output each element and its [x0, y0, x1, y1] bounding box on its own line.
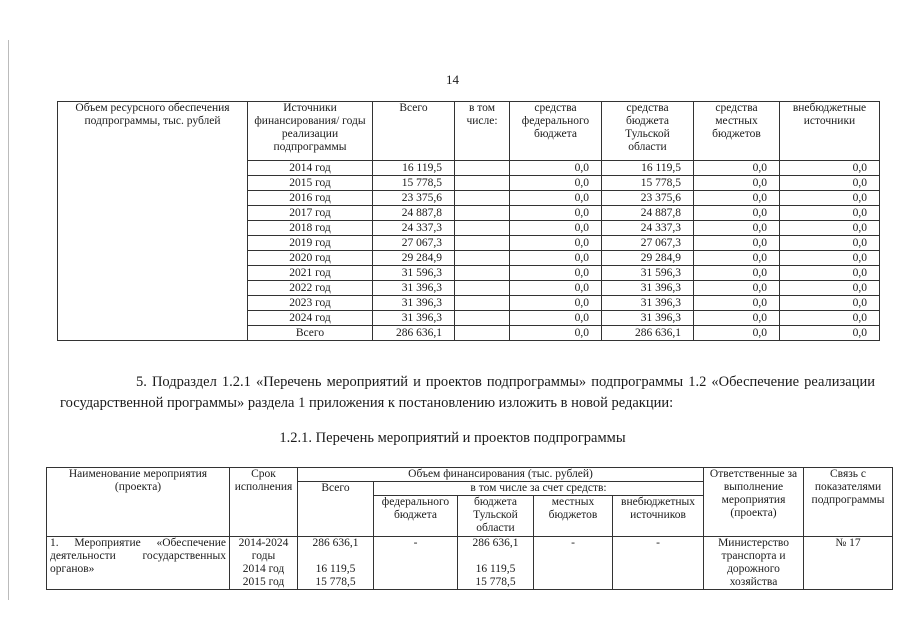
regional-cell: 15 778,5 [602, 176, 694, 191]
total-cell: 286 636,1 [373, 326, 455, 341]
empty-cell [455, 206, 510, 221]
federal-cell: 0,0 [510, 206, 602, 221]
regional-cell: 31 396,3 [602, 296, 694, 311]
regional-cell: 29 284,9 [602, 251, 694, 266]
measure-name-header: Наименование мероприятия (проекта) [47, 468, 230, 537]
year-cell: 2019 год [248, 236, 373, 251]
local-budget-header: средства местных бюджетов [694, 102, 780, 161]
extrabudgetary-cell: 0,0 [780, 251, 880, 266]
section-subtitle: 1.2.1. Перечень мероприятий и проектов подпрограммы [279, 430, 626, 446]
year-cell: 2014 год [248, 161, 373, 176]
local-cell: 0,0 [694, 191, 780, 206]
year-cell: 2015 год [248, 176, 373, 191]
empty-cell [455, 311, 510, 326]
extrabudgetary-cell: 0,0 [780, 311, 880, 326]
federal-cell: 0,0 [510, 266, 602, 281]
total-cell: 15 778,5 [373, 176, 455, 191]
extrabudgetary-value: - [656, 537, 660, 549]
responsible-cell: Министерство транспорта и дорожного хозяйства [704, 537, 804, 590]
regional-cell: 27 067,3 [602, 236, 694, 251]
extrabudgetary-header: внебюджетные источники [780, 102, 880, 161]
total-header: Всего [373, 102, 455, 161]
total-cell: 23 375,6 [373, 191, 455, 206]
regional-budget-header: средства бюджета Тульской области [602, 102, 694, 161]
total-value: 16 119,5 [315, 563, 356, 575]
extrabudgetary-cell: 0,0 [780, 161, 880, 176]
local-cell: 0,0 [694, 281, 780, 296]
indicators-link-header: Связь с показателями подпрограммы [804, 468, 893, 537]
year-cell: 2017 год [248, 206, 373, 221]
total-cell: 31 396,3 [373, 311, 455, 326]
year-cell: 2018 год [248, 221, 373, 236]
year-cell: 2024 год [248, 311, 373, 326]
term-period: 2014-2024 годы [238, 537, 289, 562]
empty-cell [455, 281, 510, 296]
empty-cell [455, 266, 510, 281]
empty-cell [455, 191, 510, 206]
term-year: 2014 год [242, 563, 285, 575]
regional-value: 15 778,5 [475, 576, 516, 588]
term-year: 2015 год [242, 576, 285, 588]
extrabudgetary-cell [613, 537, 704, 590]
local-cell: 0,0 [694, 296, 780, 311]
table-row [47, 537, 893, 590]
total-cell: 31 396,3 [373, 296, 455, 311]
extrabudgetary-cell: 0,0 [780, 206, 880, 221]
federal-cell: 0,0 [510, 296, 602, 311]
empty-cell [455, 236, 510, 251]
year-cell: 2021 год [248, 266, 373, 281]
resource-volume-label: Объем ресурсного обеспечения подпрограммы, тыс. рублей [58, 102, 248, 341]
regional-cell [458, 537, 534, 590]
total-cell: 31 596,3 [373, 266, 455, 281]
total-cell: 16 119,5 [373, 161, 455, 176]
extrabudgetary-cell: 0,0 [780, 236, 880, 251]
empty-cell [455, 176, 510, 191]
federal-value: - [413, 537, 418, 549]
local-cell: 0,0 [694, 161, 780, 176]
federal-cell: 0,0 [510, 191, 602, 206]
empty-cell [455, 326, 510, 341]
federal-cell: 0,0 [510, 326, 602, 341]
local-cell: 0,0 [694, 176, 780, 191]
local-cell: 0,0 [694, 221, 780, 236]
federal-cell [374, 537, 458, 590]
measure-name-cell: 1. Мероприятие «Обеспечение деятельности государственных органов» [47, 537, 230, 590]
total-cell: 24 887,8 [373, 206, 455, 221]
extrabudgetary-cell: 0,0 [780, 191, 880, 206]
page-number: 14 [446, 72, 459, 87]
extrabudgetary-cell: 0,0 [780, 176, 880, 191]
volume-header: Объем финансирования (тыс. рублей) [298, 468, 704, 482]
extrabudgetary-cell: 0,0 [780, 326, 880, 341]
resource-table [57, 101, 880, 341]
year-cell: 2020 год [248, 251, 373, 266]
empty-cell [455, 296, 510, 311]
local-value: - [571, 537, 575, 549]
regional-cell: 286 636,1 [602, 326, 694, 341]
federal-cell: 0,0 [510, 221, 602, 236]
year-cell: Всего [248, 326, 373, 341]
local-cell: 0,0 [694, 236, 780, 251]
including-header: в том числе: [455, 102, 510, 161]
term-cell [230, 537, 298, 590]
term-header: Срок исполнения [230, 468, 298, 537]
extrabudgetary-cell: 0,0 [780, 281, 880, 296]
including-header: в том числе за счет средств: [374, 482, 704, 496]
indicators-link-cell: № 17 [804, 537, 893, 590]
regional-cell: 23 375,6 [602, 191, 694, 206]
total-header: Всего [298, 482, 374, 537]
extrabudgetary-cell: 0,0 [780, 221, 880, 236]
year-cell: 2023 год [248, 296, 373, 311]
total-cell [298, 537, 374, 590]
regional-value: 16 119,5 [475, 563, 516, 575]
total-cell: 24 337,3 [373, 221, 455, 236]
regional-cell: 31 396,3 [602, 281, 694, 296]
year-cell: 2022 год [248, 281, 373, 296]
regional-cell: 31 396,3 [602, 311, 694, 326]
local-cell: 0,0 [694, 266, 780, 281]
regional-value: 286 636,1 [472, 537, 519, 549]
federal-cell: 0,0 [510, 311, 602, 326]
extrabudgetary-cell: 0,0 [780, 266, 880, 281]
federal-cell: 0,0 [510, 236, 602, 251]
federal-cell: 0,0 [510, 176, 602, 191]
extrabudgetary-header: внебюджетных источников [613, 496, 704, 537]
responsible-header: Ответственные за выполнение мероприятия (проекта) [704, 468, 804, 537]
funding-sources-header: Источники финансирования/ годы реализации подпрограммы [248, 102, 373, 161]
empty-cell [455, 251, 510, 266]
federal-cell: 0,0 [510, 281, 602, 296]
page-edge-mark [8, 40, 9, 600]
local-cell: 0,0 [694, 326, 780, 341]
total-cell: 31 396,3 [373, 281, 455, 296]
federal-budget-header: федерального бюджета [374, 496, 458, 537]
paragraph-5: 5. Подраздел 1.2.1 «Перечень мероприятий и проектов подпрограммы» подпрограммы 1.2 «Обеспечение реализации государственной программы» раздела 1 приложения к постановлению изложить в новой редакции: [60, 374, 875, 411]
total-cell: 29 284,9 [373, 251, 455, 266]
regional-cell: 31 596,3 [602, 266, 694, 281]
regional-cell: 24 337,3 [602, 221, 694, 236]
federal-cell: 0,0 [510, 251, 602, 266]
measures-table [46, 467, 893, 590]
local-cell [534, 537, 613, 590]
local-cell: 0,0 [694, 251, 780, 266]
total-value: 286 636,1 [312, 537, 359, 549]
local-budget-header: местных бюджетов [534, 496, 613, 537]
total-value: 15 778,5 [315, 576, 356, 588]
local-cell: 0,0 [694, 311, 780, 326]
year-cell: 2016 год [248, 191, 373, 206]
regional-cell: 24 887,8 [602, 206, 694, 221]
federal-cell: 0,0 [510, 161, 602, 176]
empty-cell [455, 221, 510, 236]
regional-cell: 16 119,5 [602, 161, 694, 176]
total-cell: 27 067,3 [373, 236, 455, 251]
extrabudgetary-cell: 0,0 [780, 296, 880, 311]
empty-cell [455, 161, 510, 176]
federal-budget-header: средства федерального бюджета [510, 102, 602, 161]
local-cell: 0,0 [694, 206, 780, 221]
regional-budget-header: бюджета Тульской области [458, 496, 534, 537]
